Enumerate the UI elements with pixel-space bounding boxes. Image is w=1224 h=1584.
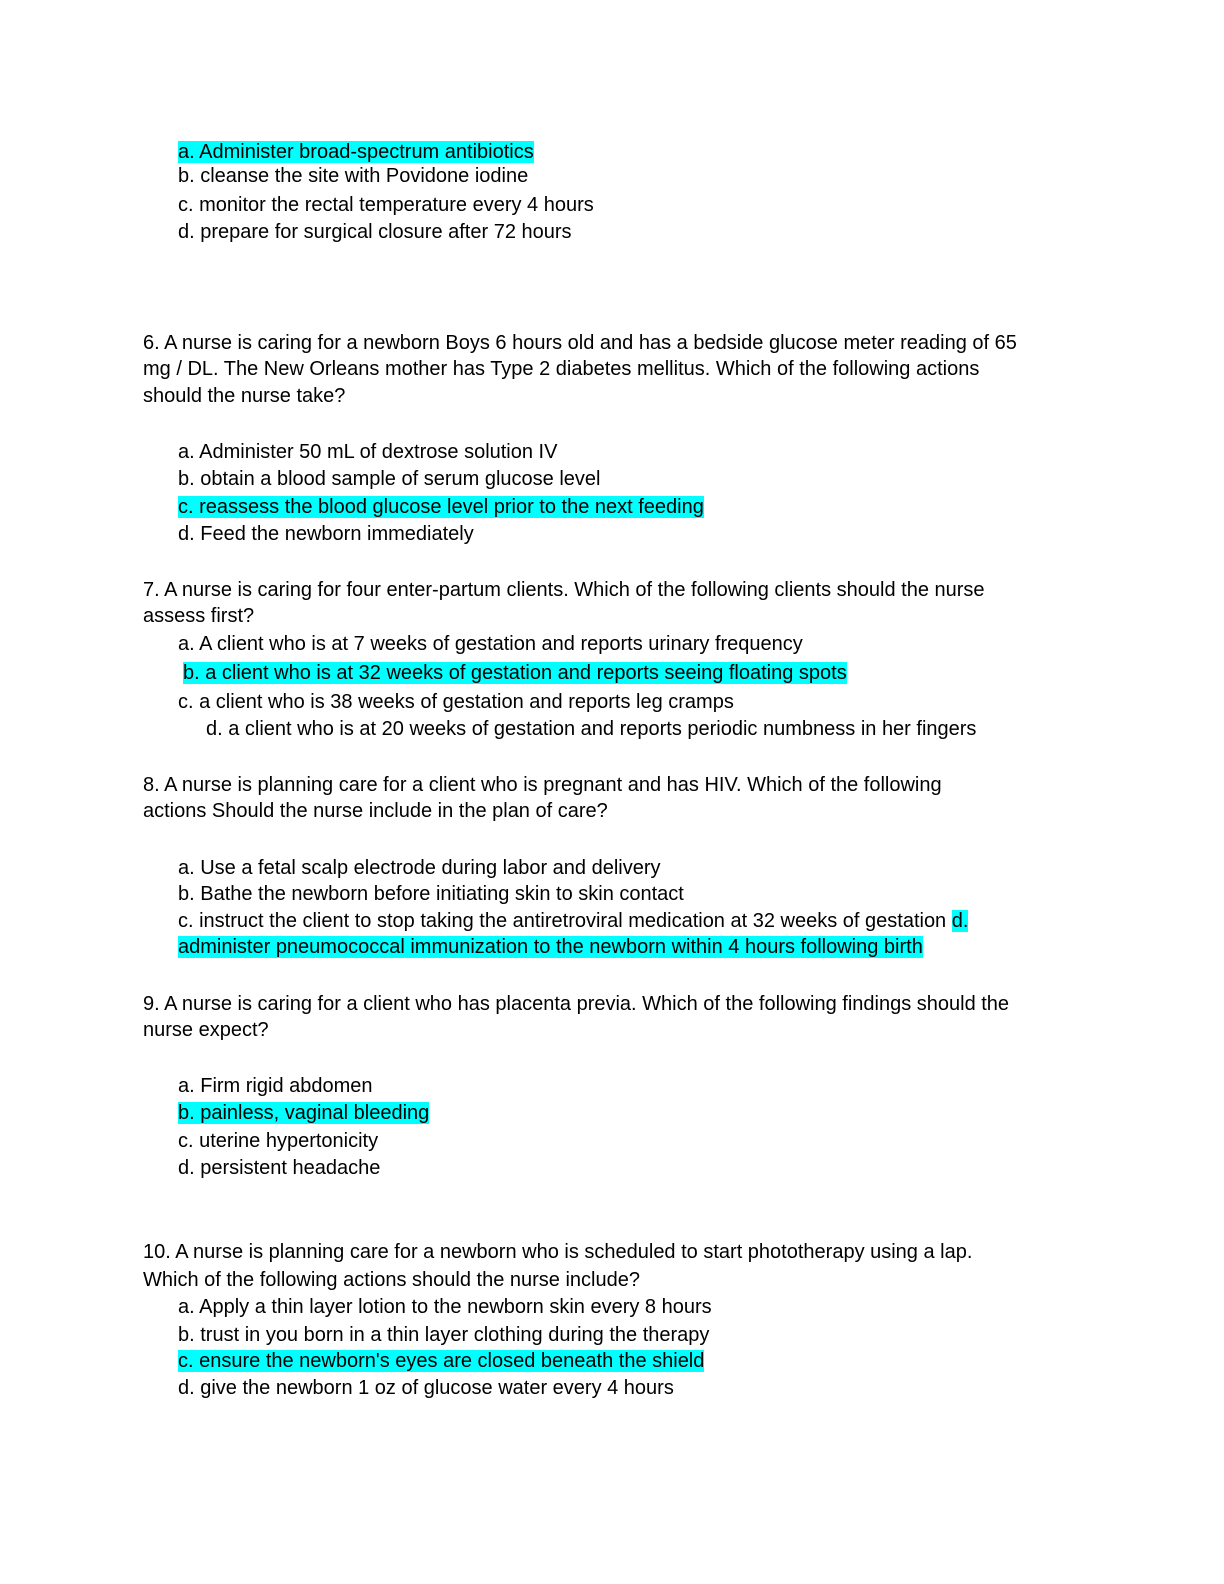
q7-option-d: d. a client who is at 20 weeks of gestation and reports periodic numbness in her fingers	[206, 718, 977, 740]
answer-highlight: b. painless, vaginal bleeding	[178, 1102, 430, 1124]
answer-highlight: administer pneumococcal immunization to the newborn within 4 hours following birth	[178, 936, 923, 958]
q6-option-d: d. Feed the newborn immediately	[178, 523, 474, 545]
q9-option-b	[178, 1101, 429, 1125]
q6-stem-line: 6. A nurse is caring for a newborn Boys 6 hours old and has a bedside glucose meter reading of 65	[143, 332, 1017, 354]
answer-highlight: c. ensure the newborn's eyes are closed beneath the shield	[178, 1350, 705, 1372]
q8-option-d	[178, 935, 923, 959]
q5-option-d: d. prepare for surgical closure after 72 hours	[178, 221, 572, 243]
q8-stem-line: 8. A nurse is planning care for a client who is pregnant and has HIV. Which of the following	[143, 774, 942, 796]
q9-stem-line: nurse expect?	[143, 1019, 269, 1041]
q10-stem-line: 10. A nurse is planning care for a newborn who is scheduled to start phototherapy using a lap.	[143, 1241, 973, 1263]
q8-option-b: b. Bathe the newborn before initiating skin to skin contact	[178, 883, 684, 905]
answer-highlight: a. Administer broad-spectrum antibiotics	[178, 141, 534, 163]
q6-option-a: a. Administer 50 mL of dextrose solution IV	[178, 441, 558, 463]
q9-option-a: a. Firm rigid abdomen	[178, 1075, 373, 1097]
q10-option-a: a. Apply a thin layer lotion to the newborn skin every 8 hours	[178, 1296, 712, 1318]
q7-option-c: c. a client who is 38 weeks of gestation and reports leg cramps	[178, 691, 734, 713]
q6-option-b: b. obtain a blood sample of serum glucose level	[178, 468, 601, 490]
q10-option-b: b. trust in you born in a thin layer clothing during the therapy	[178, 1324, 710, 1346]
q7-option-a: a. A client who is at 7 weeks of gestation and reports urinary frequency	[178, 633, 803, 655]
q6-stem-line: should the nurse take?	[143, 385, 346, 407]
q10-option-c	[178, 1349, 704, 1373]
q5-option-b: b. cleanse the site with Povidone iodine	[178, 165, 529, 187]
q10-option-d: d. give the newborn 1 oz of glucose water every 4 hours	[178, 1377, 674, 1399]
q7-stem-line: assess first?	[143, 605, 255, 627]
q5-option-c: c. monitor the rectal temperature every 4 hours	[178, 194, 594, 216]
q9-option-d: d. persistent headache	[178, 1157, 381, 1179]
q9-stem-line: 9. A nurse is caring for a client who has placenta previa. Which of the following findings should the	[143, 993, 1010, 1015]
q8-option-a: a. Use a fetal scalp electrode during labor and delivery	[178, 857, 661, 879]
q7-option-b	[183, 661, 847, 685]
q10-stem-line: Which of the following actions should the nurse include?	[143, 1269, 640, 1291]
q6-option-c	[178, 495, 704, 519]
q6-stem-line: mg / DL. The New Orleans mother has Type 2 diabetes mellitus. Which of the following actions	[143, 358, 980, 380]
answer-highlight: b. a client who is at 32 weeks of gestation and reports seeing floating spots	[183, 662, 847, 684]
q8-option-c-text: c. instruct the client to stop taking the antiretroviral medication at 32 weeks of gestation	[178, 910, 952, 932]
answer-highlight: c. reassess the blood glucose level prior to the next feeding	[178, 496, 704, 518]
q7-stem-line: 7. A nurse is caring for four enter-partum clients. Which of the following clients should the nurse	[143, 579, 985, 601]
q8-stem-line: actions Should the nurse include in the plan of care?	[143, 800, 608, 822]
q8-option-c	[178, 909, 968, 933]
q5-option-a	[178, 140, 534, 164]
answer-highlight: d.	[951, 910, 969, 932]
q9-option-c: c. uterine hypertonicity	[178, 1130, 379, 1152]
